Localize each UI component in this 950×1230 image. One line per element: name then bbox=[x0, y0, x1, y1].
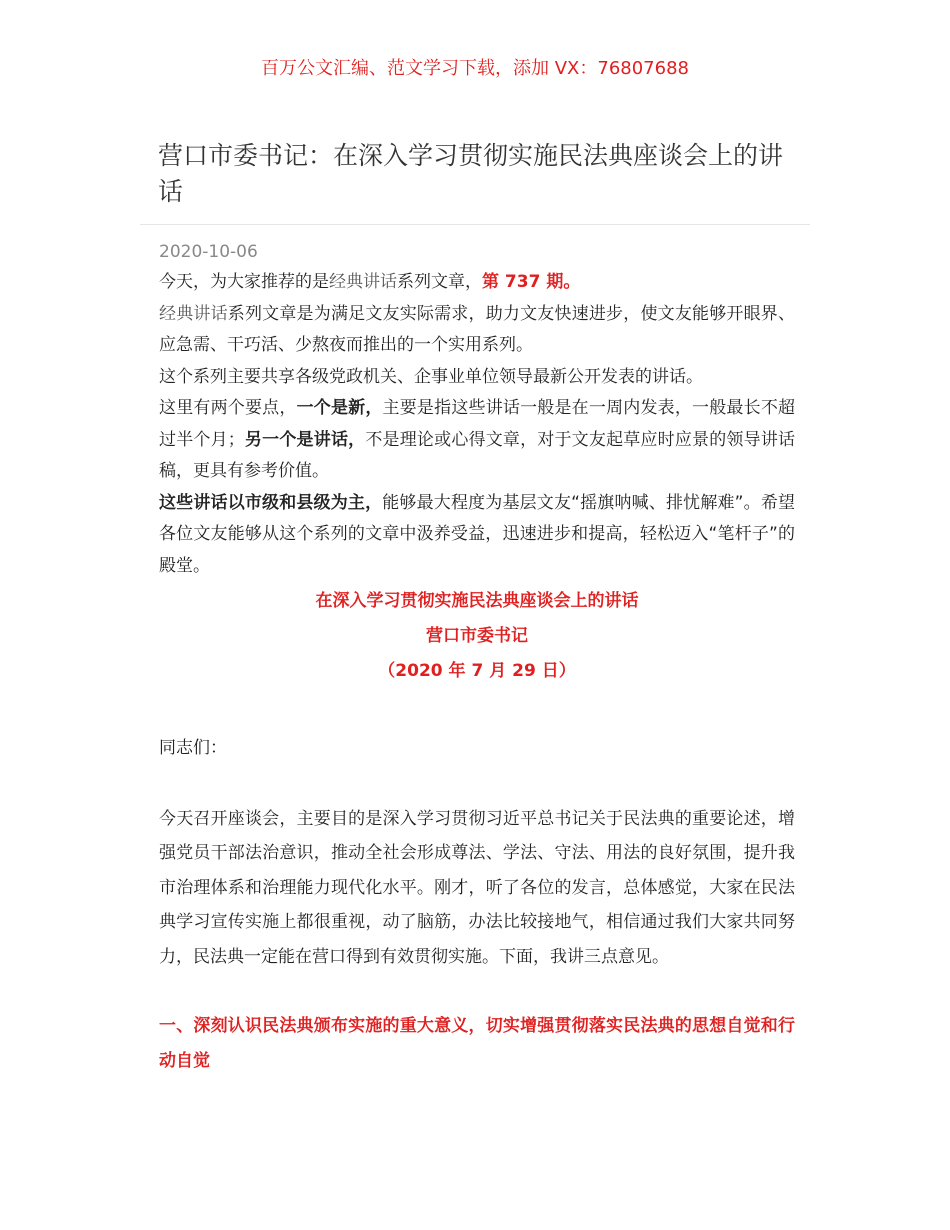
intro-paragraph-5 bbox=[159, 488, 795, 583]
intro-p4-b: 一个是新， bbox=[296, 398, 383, 418]
intro-p2-text: 系列文章是为满足文友实际需求，助力文友快速进步，使文友能够开眼界、应急需、干巧活、少熬夜而推出的一个实用系列。 bbox=[159, 303, 796, 355]
intro-p5-a: 这些讲话以市级和县级为主， bbox=[159, 492, 383, 513]
speech-header bbox=[159, 584, 795, 689]
intro-paragraph-2 bbox=[159, 299, 795, 362]
article-title: 营口市委书记：在深入学习贯彻实施民法典座谈会上的讲话 bbox=[158, 141, 784, 206]
intro-paragraph-1 bbox=[159, 267, 795, 299]
issue-number: 第 737 期。 bbox=[482, 272, 581, 292]
series-name: 经典讲话 bbox=[329, 272, 397, 292]
publish-date: 2020-10-06 bbox=[159, 242, 258, 262]
speech-heading: 在深入学习贯彻实施民法典座谈会上的讲话 bbox=[315, 591, 639, 611]
speech-speaker: 营口市委书记 bbox=[426, 626, 528, 646]
salutation: 同志们： bbox=[159, 738, 227, 758]
intro-p4-a: 这里有两个要点， bbox=[159, 398, 297, 418]
intro-p1-mid: 系列文章， bbox=[397, 272, 482, 292]
title-section bbox=[140, 138, 810, 225]
article-content bbox=[159, 238, 795, 1079]
section-heading-1: 一、深刻认识民法典颁布实施的重大意义，切实增强贯彻落实民法典的思想自觉和行动自觉 bbox=[159, 1016, 795, 1072]
intro-p5-b: 能够最大程度为基层文友“摇旗呐喊、排忧解难”。希望各位文友能够从这个系列的文章中汲养受益，迅速进步和提高，轻松迈入“笔杆子”的殿堂。 bbox=[159, 492, 795, 576]
speech-date: （2020 年 7 月 29 日） bbox=[378, 661, 576, 681]
intro-p4-c: 主要是指这些讲话一般是在一周内发表，一般最长不超过半个月； bbox=[159, 398, 796, 450]
speech-paragraph-1: 今天召开座谈会，主要目的是深入学习贯彻习近平总书记关于民法典的重要论述，增强党员干部法治意识，推动全社会形成尊法、学法、守法、用法的良好氛围，提升我市治理体系和治理能力现代化水平。刚才，听了各位的发言，总体感觉，大家在民法典学习宣传实施上都很重视，动了脑筋，办法比较接地气，相信通过我们大家共同努力，民法典一定能在营口得到有效贯彻实施。下面，我讲三点意见。 bbox=[159, 808, 795, 967]
series-name-2: 经典讲话 bbox=[159, 303, 228, 324]
header-banner: 百万公文汇编、范文学习下载，添加 VX：76807688 bbox=[261, 58, 689, 79]
intro-p4-e: 不是理论或心得文章，对于文友起草应时应景的领导讲话稿，更具有参考价值。 bbox=[159, 429, 796, 481]
intro-p4-d: 另一个是讲话， bbox=[244, 429, 366, 450]
intro-paragraph-3: 这个系列主要共享各级党政机关、企事业单位领导最新公开发表的讲话。 bbox=[159, 366, 703, 387]
intro-p1-pre: 今天，为大家推荐的是 bbox=[159, 272, 329, 292]
intro-paragraph-4 bbox=[159, 393, 795, 488]
